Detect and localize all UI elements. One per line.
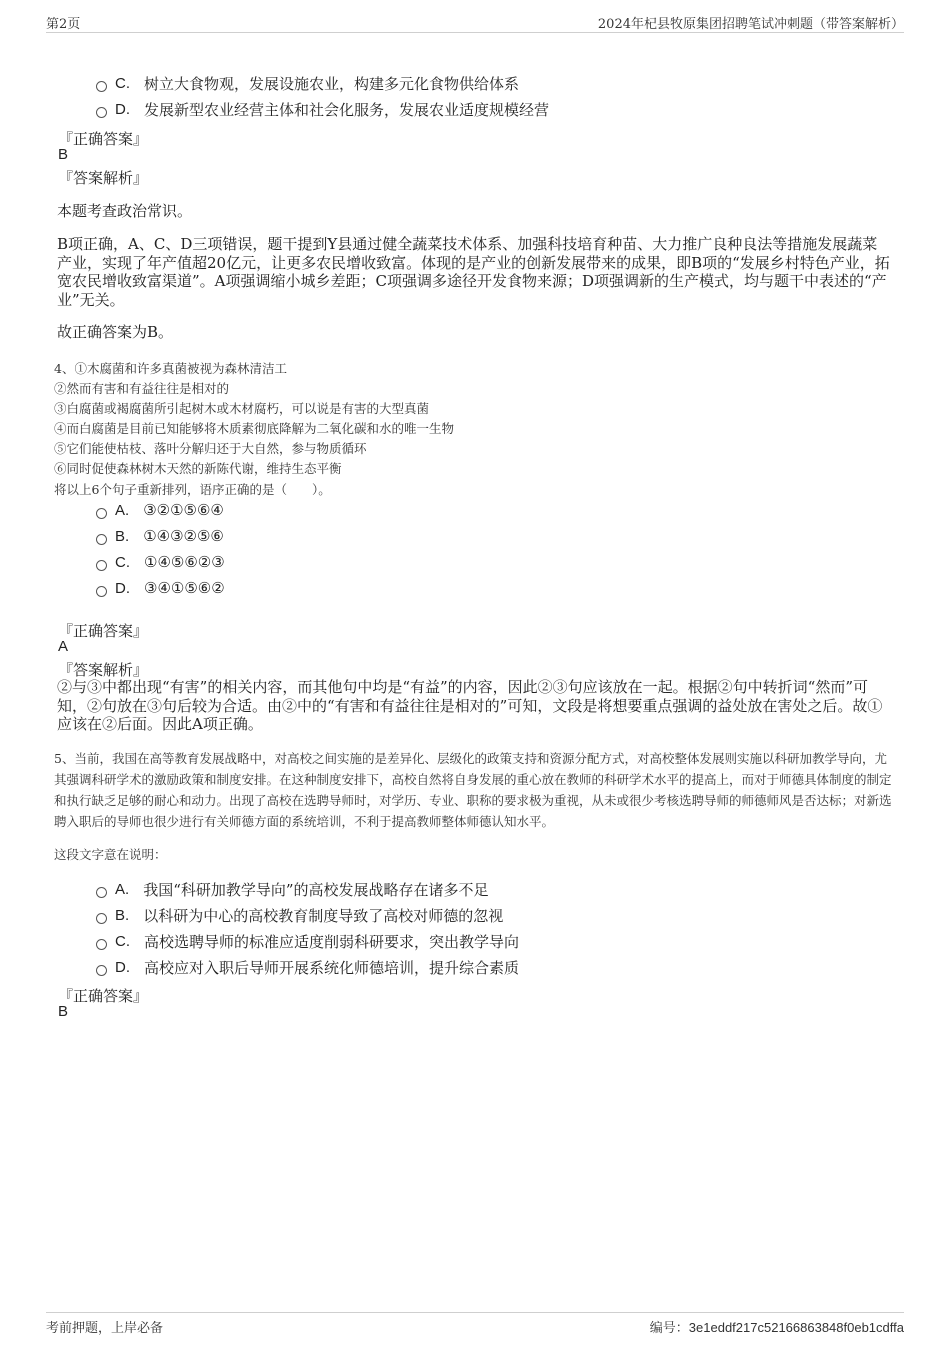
q3-option-c[interactable]: C. 树立大食物观，发展设施农业，构建多元化食物供给体系: [96, 73, 519, 94]
q4-option-c[interactable]: C. ①④⑤⑥②③: [96, 553, 225, 571]
q3-analysis-label: 『答案解析』: [58, 169, 149, 187]
q4-option-a[interactable]: A. ③②①⑤⑥④: [96, 501, 224, 519]
q4-stem-line: ④而白腐菌是目前已知能够将木质素彻底降解为二氧化碳和水的唯一生物: [54, 421, 455, 436]
q3-answer: B: [58, 146, 69, 163]
radio-icon[interactable]: [96, 965, 107, 976]
q5-option-b[interactable]: B. 以科研为中心的高校教育制度导致了高校对师德的忽视: [96, 905, 503, 926]
document-title: 2024年杞县牧原集团招聘笔试冲刺题（带答案解析）: [597, 17, 904, 32]
footer-slogan: 考前押题，上岸必备: [46, 1321, 164, 1336]
q4-stem-line: ③白腐菌或褐腐菌所引起树木或木材腐朽，可以说是有害的大型真菌: [54, 401, 430, 416]
q4-answer-label: 『正确答案』: [58, 622, 149, 640]
q4-analysis: ②与③中都出现“有害”的相关内容，而其他句中均是“有益”的内容，因此②③句应该放在一起。根据②句中转折词“然而”可知，②句放在③句后较为合适。由②中的“有害和有益往往是相对的”可知，文段是将想要重点强调的益处放在害处之后。故①应该在②后面。因此A项正确。: [57, 678, 883, 733]
q5-question: 这段文字意在说明：: [54, 847, 167, 862]
q5-option-d[interactable]: D. 高校应对入职后导师开展系统化师德培训，提升综合素质: [96, 957, 519, 978]
q4-stem-line: 4、①木腐菌和许多真菌被视为森林清洁工: [54, 361, 287, 376]
q3-option-d[interactable]: D. 发展新型农业经营主体和社会化服务，发展农业适度规模经营: [96, 99, 549, 120]
q3-analysis-body: B项正确，A、C、D三项错误，题干提到Y县通过健全蔬菜技术体系、加强科技培育种苗、大力推广良种良法等措施发展蔬菜产业，实现了年产值超20亿元，让更多农民增收致富。体现的是产业的创新发展带来的成果，即B项的“发展乡村特色产业，拓宽农民增收致富渠道”。A项强调缩小城乡差距；C项强调多途径开发食物来源；D项强调新的生产模式，均与题干中表述的“产业”无关。: [57, 235, 890, 309]
radio-icon[interactable]: [96, 81, 107, 92]
q5-option-c[interactable]: C. 高校选聘导师的标准应适度削弱科研要求，突出教学导向: [96, 931, 519, 952]
q5-stem: 5、当前，我国在高等教育发展战略中，对高校之间实施的是差异化、层级化的政策支持和资源分配方式，对高校整体发展则实施以科研加教学导向，尤其强调科研学术的激励政策和制度安排。在这种制度安排下，高校自然将自身发展的重心放在教师的科研学术水平的提高上，而对于师德具体制度的制定和执行缺乏足够的耐心和动力。出现了高校在选聘导师时，对学历、专业、职称的要求极为重视，从未或很少考核选聘导师的师德师风是否达标；对新选聘入职后的导师也很少进行有关师德方面的系统培训，不利于提高教师整体师德认知水平。: [54, 751, 892, 829]
q4-option-b[interactable]: B. ①④③②⑤⑥: [96, 527, 224, 545]
q4-option-d[interactable]: D. ③④①⑤⑥②: [96, 579, 225, 597]
radio-icon[interactable]: [96, 586, 107, 597]
q4-stem-line: ⑤它们能使枯枝、落叶分解归还于大自然，参与物质循环: [54, 441, 367, 456]
radio-icon[interactable]: [96, 107, 107, 118]
radio-icon[interactable]: [96, 913, 107, 924]
radio-icon[interactable]: [96, 939, 107, 950]
radio-icon[interactable]: [96, 508, 107, 519]
q3-analysis-conclusion: 故正确答案为B。: [57, 323, 174, 341]
radio-icon[interactable]: [96, 534, 107, 545]
q3-answer-label: 『正确答案』: [58, 130, 149, 148]
q4-stem-line: ②然而有害和有益往往是相对的: [54, 381, 230, 396]
q4-stem-line: ⑥同时促使森林树木天然的新陈代谢，维持生态平衡: [54, 461, 342, 476]
q4-answer: A: [58, 638, 69, 655]
radio-icon[interactable]: [96, 560, 107, 571]
document-id: 编号：3e1eddf217c52166863848f0eb1cdffa: [649, 1320, 904, 1335]
page-header: [46, 10, 904, 33]
q3-analysis-intro: 本题考查政治常识。: [57, 202, 193, 220]
radio-icon[interactable]: [96, 887, 107, 898]
page-number: 第2页: [46, 17, 81, 32]
page-footer: [46, 1312, 904, 1337]
q5-option-a[interactable]: A. 我国“科研加教学导向”的高校发展战略存在诸多不足: [96, 879, 489, 900]
q5-answer-label: 『正确答案』: [58, 987, 149, 1005]
q5-answer: B: [58, 1003, 69, 1020]
q4-analysis-label: 『答案解析』: [58, 661, 149, 679]
q4-question: 将以上6个句子重新排列，语序正确的是（ ）。: [54, 482, 331, 497]
